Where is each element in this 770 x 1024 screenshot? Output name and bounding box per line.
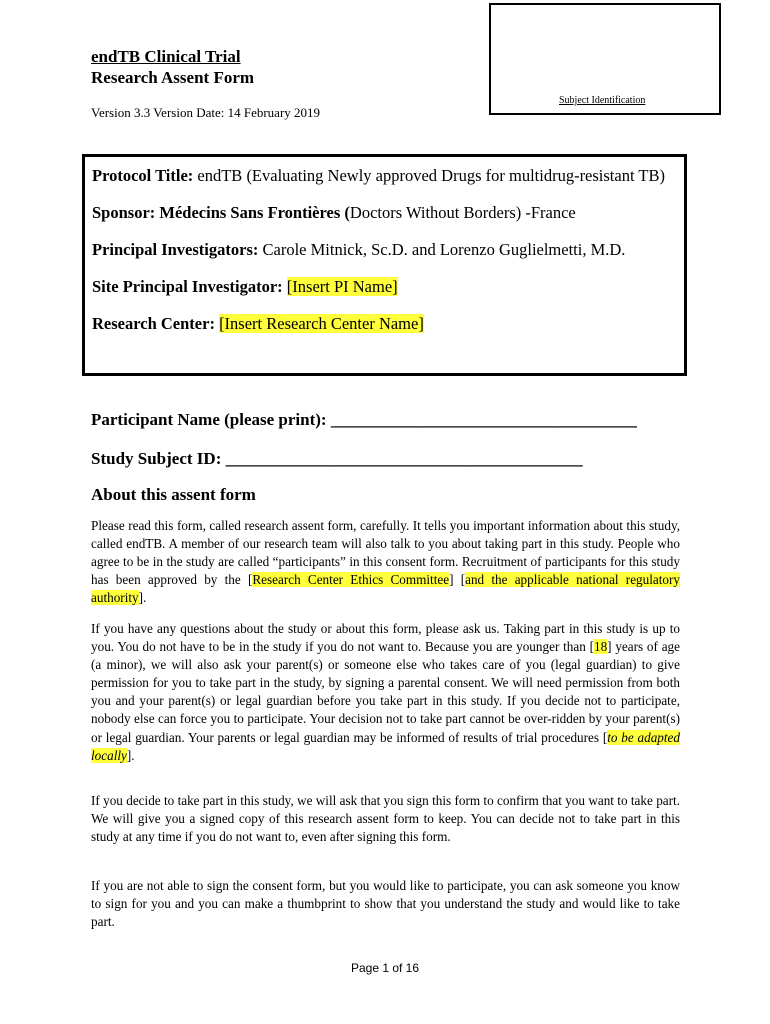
- principal-investigators: Principal Investigators: Carole Mitnick, Sc.D. and Lorenzo Guglielmetti, M.D.: [92, 240, 626, 259]
- version-line: Version 3.3 Version Date: 14 February 2019: [91, 105, 321, 120]
- sponsor: Sponsor: Médecins Sans Frontières (Doctors Without Borders) -France: [92, 203, 576, 222]
- site-principal-investigator: Site Principal Investigator: [Insert PI Name]: [92, 277, 398, 296]
- page-number: Page 1 of 16: [350, 961, 420, 975]
- protocol-info-box: [82, 154, 687, 376]
- document-title: [91, 46, 254, 88]
- research-center: Research Center: [Insert Research Center Name]: [92, 314, 424, 333]
- participant-name-field[interactable]: Participant Name (please print): ____________________________________: [91, 410, 637, 429]
- title-line-2: Research Assent Form: [91, 68, 255, 87]
- protocol-title: Protocol Title: endTB (Evaluating Newly approved Drugs for multidrug-resistant TB): [92, 166, 665, 185]
- subject-identification-box: [489, 3, 721, 115]
- study-subject-id-field[interactable]: Study Subject ID: __________________________________________: [91, 449, 583, 468]
- paragraph-2: If you have any questions about the study or about this form, please ask us. Taking part in this study is up to you. You do not have to be in the study if you do not want to. Because you are younger than [18] years of age (a minor), we will also ask your parent(s) or someone else who takes care of you (legal guardian) to give permission for you to take part in the study, by signing a parental consent. We will need permission from both you and your parent(s) or legal guardian before you take part in this study. If you decide not to participate, nobody else can force you to participate. Your decision not to take part cannot be over-ridden by your parent(s) or legal guardian. Your parents or legal guardian may be informed of results of trial procedures [to be adapted locally].: [91, 621, 680, 763]
- title-line-1: endTB Clinical Trial: [91, 47, 241, 66]
- subject-identification-label: Subject Identification: [559, 95, 646, 106]
- paragraph-3: If you decide to take part in this study, we will ask that you sign this form to confirm that you want to take part. We will give you a signed copy of this research assent form to keep. You can decide not to take part in this study at any time if you do not want to, even after signing this form.: [91, 793, 680, 845]
- paragraph-1: Please read this form, called research assent form, carefully. It tells you important information about this study, called endTB. A member of our research team will also talk to you about taking part in this study. People who agree to be in the study are called “participants” in this consent form. Recruitment of participants for this study has been approved by the [Research Center Ethics Committee] [and the applicable national regulatory authority].: [91, 518, 680, 606]
- section-heading: About this assent form: [91, 485, 256, 504]
- paragraph-4: If you are not able to sign the consent form, but you would like to participate, you can ask someone you know to sign for you and you can make a thumbprint to show that you understand the study and would like to take part.: [91, 878, 680, 930]
